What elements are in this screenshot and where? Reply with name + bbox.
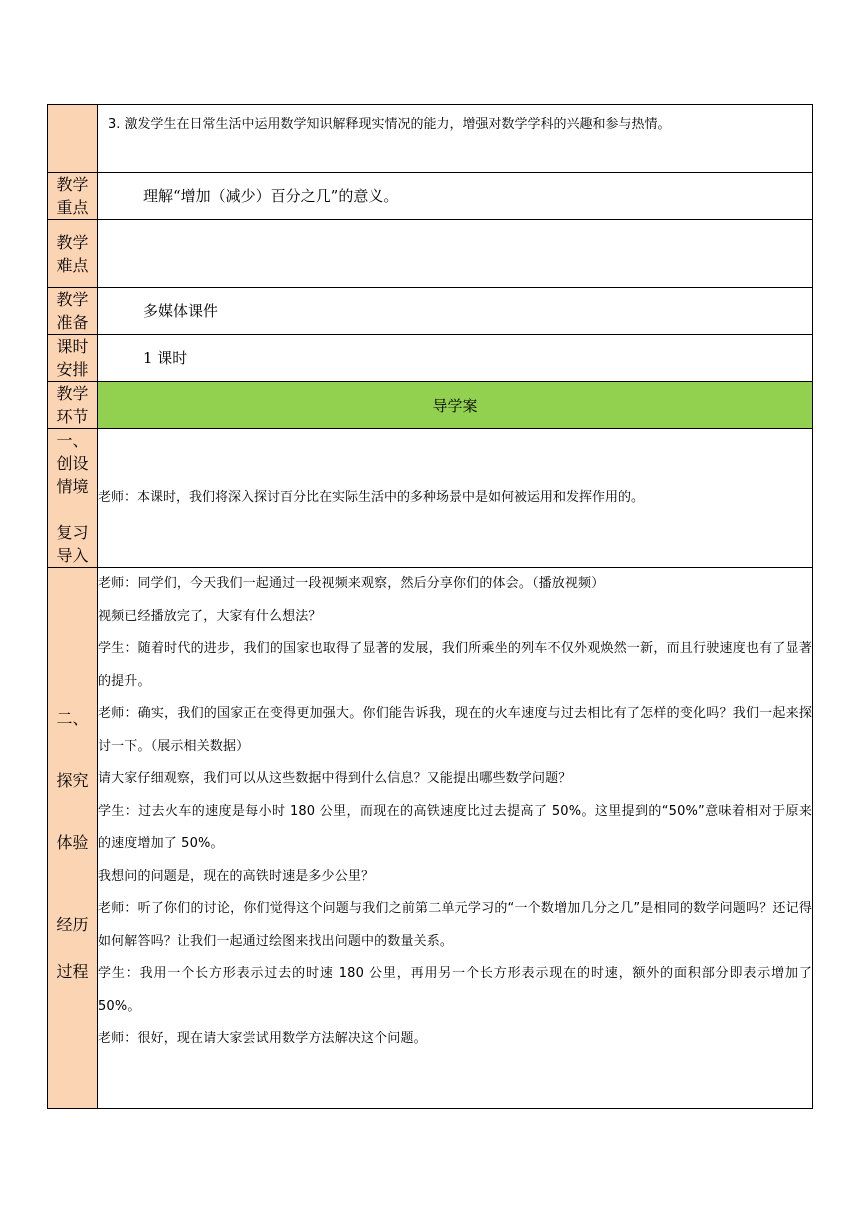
difficulty-row [48,220,813,288]
focus-cell [98,173,813,220]
section2-label-line3: 体验 [56,833,89,852]
focus-text: 理解“增加（减少）百分之几”的意义。 [143,187,399,205]
focus-label-line2: 重点 [56,198,89,217]
schedule-label-line1: 课时 [56,337,89,356]
dialogue-paragraph: 请大家仔细观察，我们可以从这些数据中得到什么信息？又能提出哪些数学问题？ [98,771,572,786]
section1-label-line3: 情境 [56,477,89,496]
dialogue-paragraph: 老师：同学们，今天我们一起通过一段视频来观察，然后分享你们的体会。（播放视频） [98,576,605,591]
section1-label-line1: 一、 [56,431,89,450]
prep-text: 多媒体课件 [143,302,219,320]
prep-cell [98,288,813,335]
section1-row [48,429,813,568]
section1-label-line4: 复习 [56,523,89,542]
prep-row [48,288,813,335]
stage-label-line2: 环节 [56,407,89,426]
section2-label-line2: 探究 [56,771,89,790]
focus-row [48,173,813,220]
difficulty-label-line1: 教学 [56,232,89,252]
focus-label-line1: 教学 [56,175,89,194]
schedule-cell [98,335,813,382]
stage-label [48,382,98,429]
section1-label-line5: 导入 [56,546,89,565]
section2-content [98,568,813,1109]
goal-row [48,105,813,173]
schedule-row [48,335,813,382]
dialogue-paragraph: 学生：过去火车的速度是每小时 180 公里，而现在的高铁速度比过去提高了 50%。这里提到的“50%”意味着相对于原来的速度增加了 50%。 [98,803,812,851]
schedule-text: 1 课时 [143,349,188,367]
dialogue-paragraph: 老师：很好，现在请大家尝试用数学方法解决这个问题。 [98,1031,427,1046]
section1-label-spacer [48,498,97,521]
section2-row [48,568,813,1109]
section1-text: 老师：本课时，我们将深入探讨百分比在实际生活中的多种场景中是如何被运用和发挥作用的。 [98,429,813,568]
stage-header: 导学案 [98,382,813,429]
section1-label [48,429,98,568]
dialogue-paragraph: 视频已经播放完了，大家有什么想法？ [98,608,322,624]
dialogue-paragraph: 老师：听了你们的讨论，你们觉得这个问题与我们之前第二单元学习的“一个数增加几分之几”是相同的数学问题吗？还记得如何解答吗？让我们一起通过绘图来找出问题中的数量关系。 [98,901,812,949]
stage-label-line1: 教学 [56,384,89,403]
lesson-plan-table [47,104,813,1109]
section1-label-line2: 创设 [56,454,89,473]
prep-label [48,288,98,335]
stage-row [48,382,813,429]
difficulty-label-line2: 难点 [56,255,89,275]
dialogue-paragraph: 学生：随着时代的进步，我们的国家也取得了显著的发展，我们所乘坐的列车不仅外观焕然一新，而且行驶速度也有了显著的提升。 [98,641,812,689]
goal-cell [98,105,813,173]
prep-label-line2: 准备 [56,313,89,332]
section2-label-line4: 经历 [56,915,89,934]
difficulty-label [48,220,98,288]
dialogue-paragraph: 学生：我用一个长方形表示过去的时速 180 公里，再用另一个长方形表示现在的时速，额外的面积部分即表示增加了 50%。 [98,966,812,1014]
focus-label [48,173,98,220]
prep-label-line1: 教学 [56,290,89,309]
dialogue-paragraph: 我想问的问题是，现在的高铁时速是多少公里？ [98,868,375,884]
difficulty-cell [98,220,813,288]
section2-label-line1: 二、 [56,709,89,728]
schedule-label-line2: 安排 [56,360,89,379]
goal-3-text: 3. 激发学生在日常生活中运用数学知识解释现实情况的能力，增强对数学学科的兴趣和参与热情。 [108,117,671,132]
section2-label [48,568,98,1109]
schedule-label [48,335,98,382]
goal-label-cell [48,105,98,173]
section2-label-line5: 过程 [56,962,89,981]
section2-label-spacer [48,874,97,894]
dialogue-paragraph: 老师：确实，我们的国家正在变得更加强大。你们能告诉我，现在的火车速度与过去相比有了怎样的变化吗？我们一起来探讨一下。（展示相关数据） [98,706,812,754]
